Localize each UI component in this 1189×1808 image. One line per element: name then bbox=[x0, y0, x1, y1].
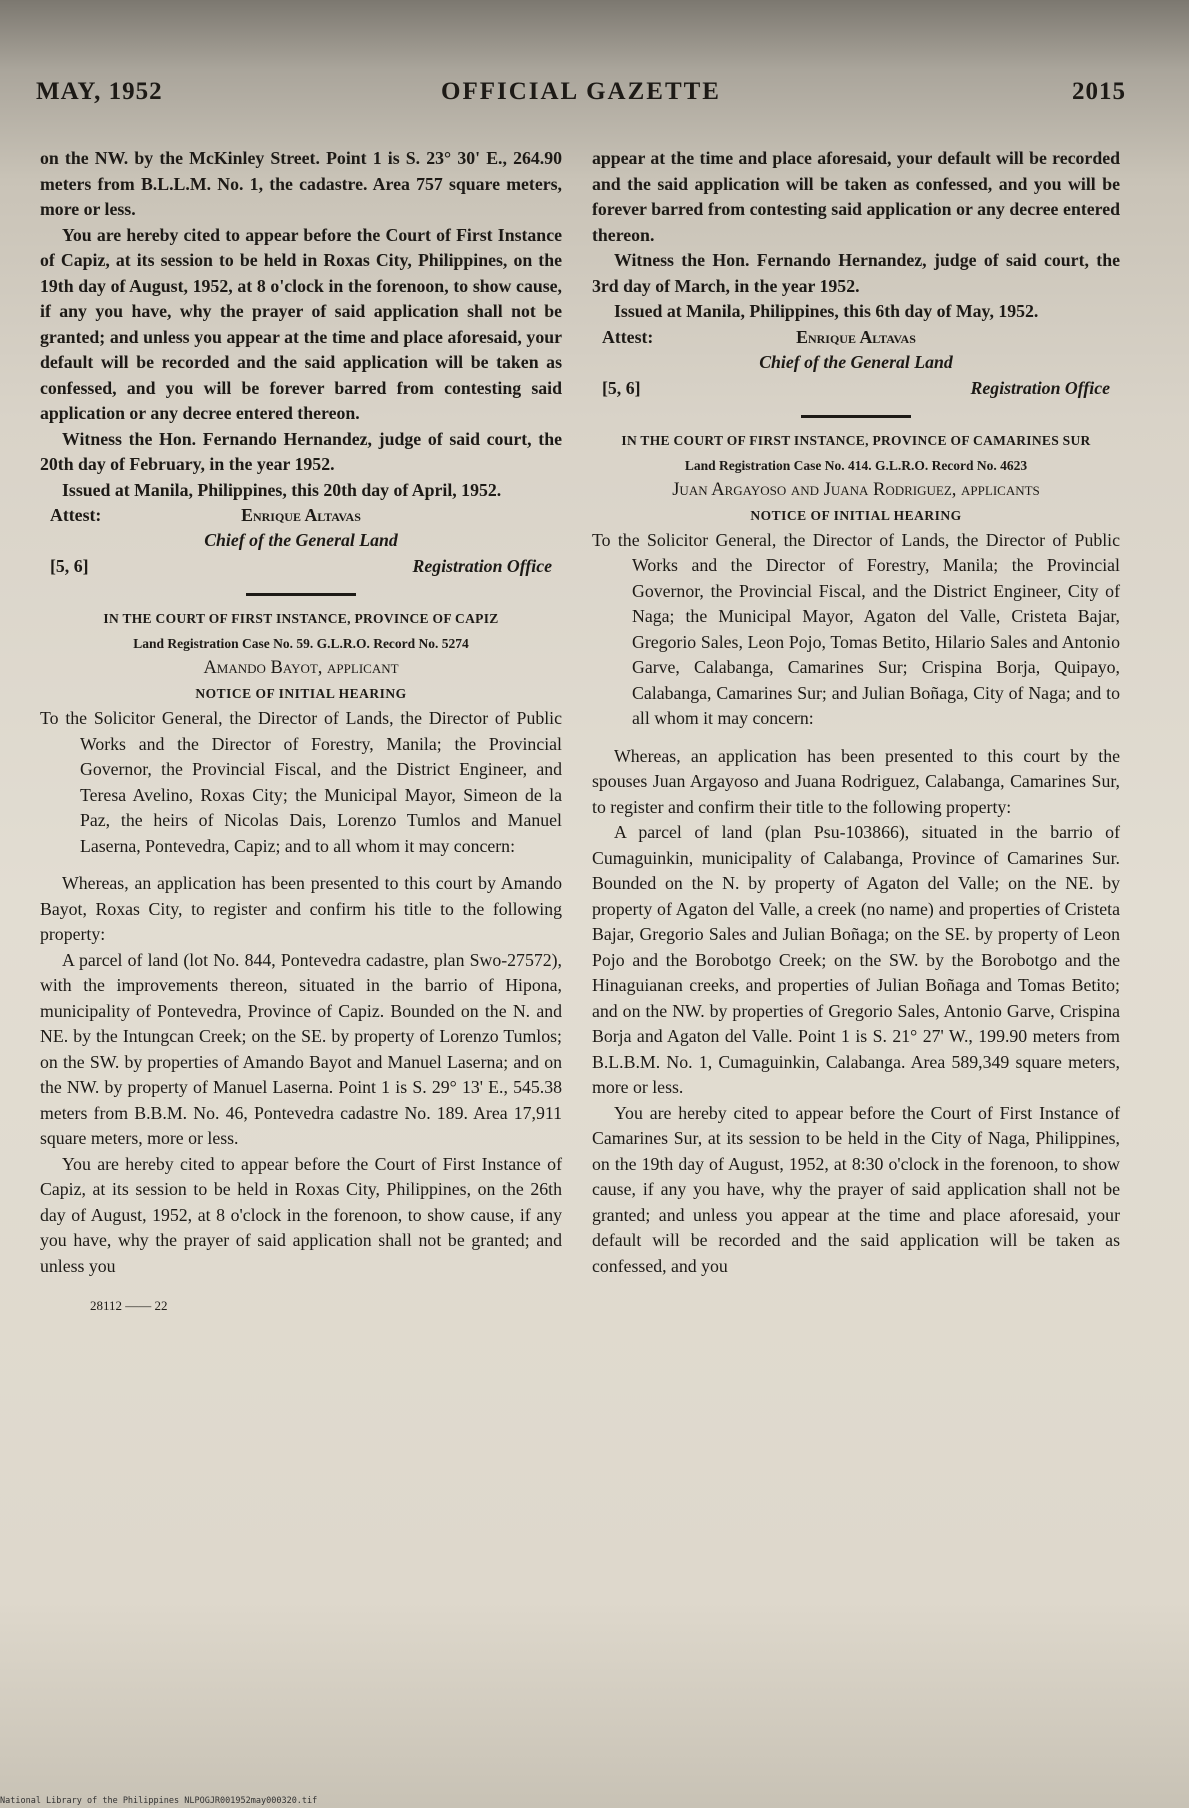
right-attest-title-1: Chief of the General Land bbox=[759, 351, 953, 372]
header-page-number: 2015 bbox=[1072, 78, 1126, 105]
left-column bbox=[40, 146, 562, 1319]
left-issued: Issued at Manila, Philippines, this 20th day of April, 1952. bbox=[62, 479, 502, 500]
right-attest-block bbox=[592, 325, 1120, 401]
notice-parcel: A parcel of land (plan Psu-103866), situated in the barrio of Cumaguinkin, municipality of Calabanga, Province of Camarines Sur. Bounded on the N. by property of Agaton del Valle; on the NE. by property of Agaton del Valle, a creek (no name) and properties of Cristeta Bajar, Gregorio Sales and Julian Boñaga; on the SE. by property of Leon Pojo and the Borobotgo Creek; on the SW. by the Borobotgo and the Hinaguianan creeks, and properties of Julian Boñaga and Tomas Betito; and on the NW. by properties of Gregorio Sales, Antonio Garve, Crispina Borja and Agaton del Valle. Point 1 is S. 21° 27' W., 199.90 meters from B.L.B.M. No. 1, Cumaguinkin, Calabanga. Area 589,349 square meters, more or less. bbox=[592, 822, 1120, 1097]
left-attest-title-1: Chief of the General Land bbox=[204, 530, 398, 550]
left-attest-name: Enrique Altavas bbox=[241, 505, 361, 525]
left-witness: Witness the Hon. Fernando Hernandez, judge of said court, the 20th day of February, in the year 1952. bbox=[40, 428, 562, 474]
header-date: MAY, 1952 bbox=[36, 78, 163, 105]
left-attest-label: Attest: bbox=[50, 505, 102, 525]
notice-whereas: Whereas, an application has been presented to this court by the spouses Juan Argayoso and Juana Rodriguez, Calabanga, Camarines Sur, to register and confirm their title to the following property: bbox=[592, 745, 1120, 817]
catalog-caption: National Library of the Philippines NLPOGJR001952may000320.tif bbox=[0, 1796, 318, 1806]
notice2-heading: NOTICE OF INITIAL HEARING bbox=[195, 686, 407, 701]
print-job-number: 28112 —— 22 bbox=[90, 1298, 168, 1313]
right-attest-title-2: Registration Office bbox=[970, 377, 1110, 398]
right-attest-name: Enrique Altavas bbox=[796, 326, 916, 347]
notice-court: IN THE COURT OF FIRST INSTANCE, PROVINCE OF CAMARINES SUR bbox=[621, 432, 1091, 448]
notice-case: Land Registration Case No. 414. G.L.R.O. Record No. 4623 bbox=[684, 457, 1028, 473]
notice2-court: IN THE COURT OF FIRST INSTANCE, PROVINCE OF CAPIZ bbox=[103, 611, 499, 626]
notice2-addressees: To the Solicitor General, the Director of Lands, the Director of Public Works and the Director of Forestry, Manila; the Provincial Governor, the Provincial Fiscal, and the District Engineer, and Teresa Avelino, Roxas City; the Municipal Mayor, Simeon de la Paz, the heirs of Nicolas Dais, Lorenzo Tumlos and Manuel Laserna, Pontevedra, Capiz; and to all whom it may concern: bbox=[40, 708, 562, 856]
right-witness: Witness the Hon. Fernando Hernandez, judge of said court, the 3rd day of March, in the year 1952. bbox=[592, 250, 1120, 296]
notice2-cited: You are hereby cited to appear before the Court of First Instance of Capiz, at its session to be held in Roxas City, Philippines, on the 26th day of August, 1952, at 8 o'clock in the forenoon, to show cause, if any you have, why the prayer of said application shall not be granted; and unless you bbox=[40, 1153, 562, 1276]
left-continuation-2: You are hereby cited to appear before the Court of First Instance of Capiz, at its session to be held in Roxas City, Philippines, on the 19th day of August, 1952, at 8 o'clock in the forenoon, to show cause, if any you have, why the prayer of said application shall not be granted; and unless you appear at the time and place aforesaid, your default will be recorded and the said application will be taken as confessed, and you will be forever barred from contesting said application or any decree entered thereon. bbox=[40, 224, 562, 423]
left-continuation-1: on the NW. by the McKinley Street. Point 1 is S. 23° 30' E., 264.90 meters from B.L.L.M. No. 1, the cadastre. Area 757 square meters, more or less. bbox=[40, 148, 562, 219]
left-attest-block bbox=[40, 503, 562, 579]
left-attest-ref: [5, 6] bbox=[50, 556, 89, 576]
section-divider bbox=[801, 415, 911, 418]
right-continuation: appear at the time and place aforesaid, your default will be recorded and the said application will be taken as confessed, and you will be forever barred from contesting said application or any decree entered thereon. bbox=[592, 148, 1120, 245]
notice2-whereas: Whereas, an application has been presented to this court by Amando Bayot, Roxas City, to register and confirm his title to the following property: bbox=[40, 873, 562, 944]
notice-applicant: Juan Argayoso and Juana Rodriguez, applicants bbox=[672, 479, 1040, 500]
right-column bbox=[592, 146, 1120, 1279]
right-attest-label: Attest: bbox=[602, 326, 654, 347]
notice-heading: NOTICE OF INITIAL HEARING bbox=[750, 507, 962, 523]
notice-cited: You are hereby cited to appear before the Court of First Instance of Camarines Sur, at its session to be held in the City of Naga, Philippines, on the 19th day of August, 1952, at 8:30 o'clock in the forenoon, to show cause, if any you have, why the prayer of said application shall not be granted; and unless you appear at the time and place aforesaid, your default will be recorded and the said application will be taken as confessed, and you bbox=[592, 1102, 1120, 1276]
notice2-applicant: Amando Bayot, applicant bbox=[203, 658, 399, 678]
notice2-parcel: A parcel of land (lot No. 844, Pontevedra cadastre, plan Swo-27572), with the improvements thereon, situated in the barrio of Hipona, municipality of Pontevedra, Province of Capiz. Bounded on the N. and NE. by the Intungcan Creek; on the SE. by property of Lorenzo Tumlos; on the SW. by properties of Amando Bayot and Manuel Laserna; and on the NW. by property of Manuel Laserna. Point 1 is S. 29° 13' E., 545.38 meters from B.B.M. No. 46, Pontevedra cadastre No. 189. Area 17,911 square meters, more or less. bbox=[40, 949, 562, 1148]
left-attest-title-2: Registration Office bbox=[412, 556, 552, 576]
notice-addressees: To the Solicitor General, the Director of Lands, the Director of Public Works and the Director of Forestry, Manila; the Provincial Governor, the Provincial Fiscal, and the District Engineer, City of Naga; the Municipal Mayor, Agaton del Valle, Cristeta Bajar, Gregorio Sales, Leon Pojo, Tomas Betito, Hilario Sales and Antonio Garve, Calabanga, Camarines Sur; Crispina Borja, Quipayo, Calabanga, Camarines Sur; and Julian Boñaga, City of Naga; and to all whom it may concern: bbox=[592, 529, 1120, 728]
notice2-case: Land Registration Case No. 59. G.L.R.O. Record No. 5274 bbox=[133, 636, 469, 651]
right-attest-ref: [5, 6] bbox=[602, 377, 641, 398]
header-title: OFFICIAL GAZETTE bbox=[441, 78, 721, 105]
right-issued: Issued at Manila, Philippines, this 6th day of May, 1952. bbox=[614, 301, 1039, 321]
page-header bbox=[36, 78, 1126, 112]
section-divider bbox=[246, 593, 356, 596]
